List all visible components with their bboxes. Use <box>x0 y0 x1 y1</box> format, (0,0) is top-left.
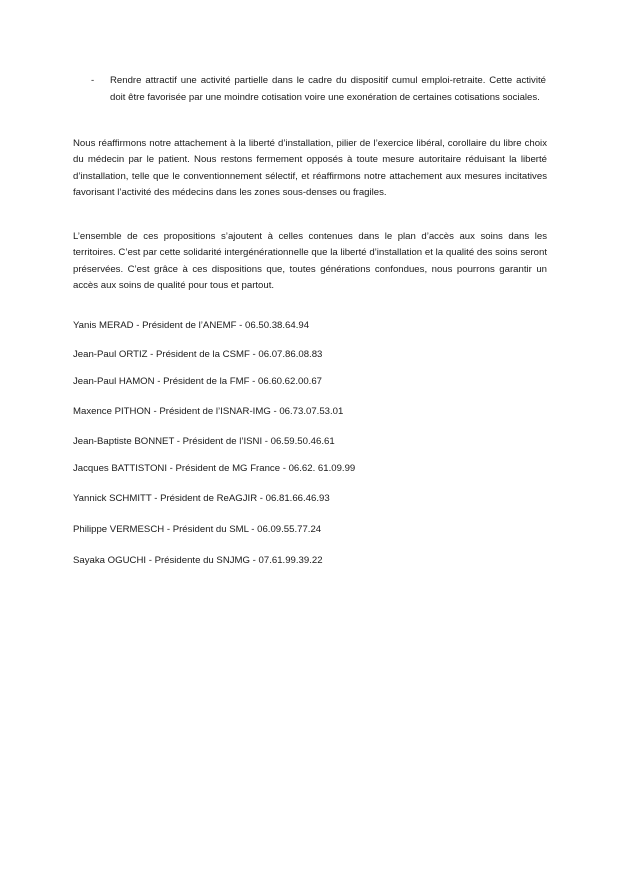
paragraph-proposals: L’ensemble de ces propositions s’ajoutent à celles contenues dans le plan d’accès aux soins dans les territoires. C’est par cette solidarité intergénérationnelle que la liberté d’installation et la qualité des soins seront préservées. C’est grâce à ces dispositions que, toutes générations confondues, nous pourrons garantir un accès aux soins de qualité pour tous et partout. <box>73 231 547 291</box>
signatory-line: Jean-Paul ORTIZ - Président de la CSMF - 06.07.86.08.83 <box>73 349 323 360</box>
bullet-text: Rendre attractif une activité partielle dans le cadre du dispositif cumul emploi-retraite. Cette activité doit être favorisée par une moindre cotisation voire une exonération de certaines cotisations sociales. <box>110 75 546 103</box>
signatory-line: Philippe VERMESCH - Président du SML - 06.09.55.77.24 <box>73 524 322 535</box>
bullet-item <box>91 73 546 106</box>
signatory-line: Yanis MERAD - Président de l’ANEMF - 06.50.38.64.94 <box>73 320 310 331</box>
signatory-line: Jean-Baptiste BONNET - Président de l’ISNI - 06.59.50.46.61 <box>73 436 335 447</box>
signatory-line: Yannick SCHMITT - Président de ReAGJIR - 06.81.66.46.93 <box>73 493 330 504</box>
bullet-marker: - <box>91 75 95 86</box>
signatory-line: Sayaka OGUCHI - Présidente du SNJMG - 07.61.99.39.22 <box>73 555 323 566</box>
signatory-line: Maxence PITHON - Président de l’ISNAR-IMG - 06.73.07.53.01 <box>73 406 344 417</box>
paragraph-installation: Nous réaffirmons notre attachement à la liberté d’installation, pilier de l’exercice libéral, corollaire du libre choix du médecin par le patient. Nous restons fermement opposés à toute mesure autoritaire réduisant la liberté d’installation, telle que le conventionnement sélectif, et réaffirmons notre attachement aux mesures incitatives favorisant l’activité des médecins dans les zones sous-denses ou fragiles. <box>73 138 547 198</box>
signatory-line: Jacques BATTISTONI - Président de MG France - 06.62. 61.09.99 <box>73 463 356 474</box>
signatory-line: Jean-Paul HAMON - Président de la FMF - 06.60.62.00.67 <box>73 376 323 387</box>
